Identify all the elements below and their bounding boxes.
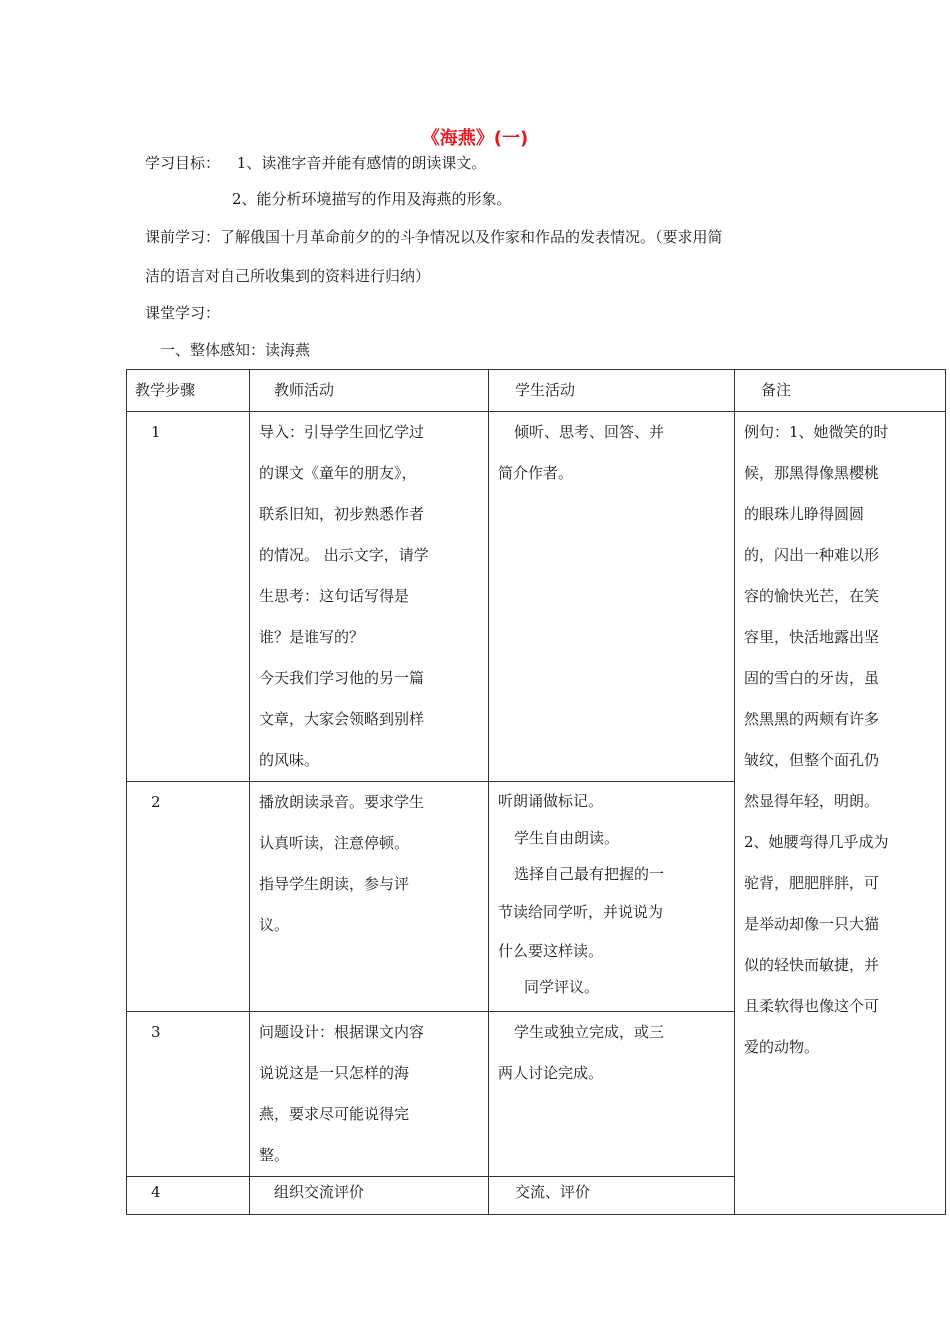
teacher-line: 认真听读，注意停顿。 (259, 834, 410, 852)
note-line: 是举动却像一只大猫 (744, 915, 880, 933)
teacher-line: 整。 (259, 1146, 290, 1164)
header-student: 学生活动 (489, 370, 735, 412)
objective-2: 2、能分析环境描写的作用及海燕的形象。 (232, 190, 512, 208)
step-cell: 4 (127, 1177, 250, 1215)
student-cell (489, 412, 735, 782)
header-teacher: 教师活动 (250, 370, 489, 412)
document-title: 《海燕》(一) (421, 128, 529, 149)
notes-cell (735, 412, 946, 1215)
lesson-plan-table (126, 369, 946, 1215)
note-line: 容里，快活地露出坚 (744, 628, 880, 646)
note-line: 然显得年轻，明朗。 (744, 792, 880, 810)
note-line: 然黑黑的两颊有许多 (744, 710, 880, 728)
student-cell: 交流、评价 (489, 1177, 735, 1215)
teacher-line: 导入：引导学生回忆学过 (259, 423, 425, 441)
note-line: 驼背，肥肥胖胖，可 (744, 874, 880, 892)
student-cell (489, 782, 735, 1012)
note-line: 爱的动物。 (744, 1038, 820, 1056)
step-cell: 1 (127, 412, 250, 782)
header-step: 教学步骤 (127, 370, 250, 412)
step-cell: 2 (127, 782, 250, 1012)
teacher-line: 议。 (259, 916, 290, 934)
teacher-line: 文章，大家会领略到别样 (259, 710, 425, 728)
objectives-row (145, 152, 486, 173)
header-notes: 备注 (735, 370, 946, 412)
teacher-line: 的风味。 (259, 751, 320, 769)
student-line: 两人讨论完成。 (498, 1064, 604, 1082)
student-line: 学生自由朗读。 (514, 829, 620, 847)
teacher-line: 燕，要求尽可能说得完 (259, 1105, 410, 1123)
note-line: 例句：1、她微笑的时 (744, 423, 889, 441)
note-line: 固的雪白的牙齿，虽 (744, 669, 880, 687)
student-line: 同学评议。 (524, 978, 600, 996)
note-line: 似的轻快而敏捷，并 (744, 956, 880, 974)
student-cell (489, 1012, 735, 1177)
teacher-cell: 组织交流评价 (250, 1177, 489, 1215)
class-study-label: 课堂学习： (145, 304, 221, 322)
student-line: 倾听、思考、回答、并 (514, 423, 665, 441)
section-heading: 一、整体感知：读海燕 (160, 341, 311, 359)
objectives-label: 学习目标： (145, 154, 221, 172)
note-line: 的，闪出一种难以形 (744, 546, 880, 564)
teacher-cell (250, 1012, 489, 1177)
teacher-line: 指导学生朗读，参与评 (259, 875, 410, 893)
teacher-line: 播放朗读录音。要求学生 (259, 793, 425, 811)
note-line: 容的愉快光芒，在笑 (744, 587, 880, 605)
note-line: 候，那黑得像黑樱桃 (744, 464, 880, 482)
teacher-line: 的课文《童年的朋友》， (259, 464, 417, 482)
objective-1: 1、读准字音并能有感情的朗读课文。 (236, 154, 487, 172)
note-line: 皱纹，但整个面孔仍 (744, 751, 880, 769)
student-line: 简介作者。 (498, 464, 574, 482)
step-cell: 3 (127, 1012, 250, 1177)
teacher-line: 说说这是一只怎样的海 (259, 1064, 410, 1082)
teacher-line: 联系旧知，初步熟悉作者 (259, 505, 425, 523)
note-line: 且柔软得也像这个可 (744, 997, 880, 1015)
prestudy-line-2: 洁的语言对自己所收集到的资料进行归纳） (145, 267, 431, 285)
prestudy-line-1: 课前学习：了解俄国十月革命前夕的的斗争情况以及作家和作品的发表情况。（要求用简 (145, 228, 723, 246)
table-header-row (127, 370, 946, 412)
teacher-cell (250, 782, 489, 1012)
note-line: 的眼珠儿睁得圆圆 (744, 505, 865, 523)
student-line: 选择自己最有把握的一 (514, 865, 665, 883)
teacher-cell (250, 412, 489, 782)
teacher-line: 谁？是谁写的？ (259, 628, 365, 646)
teacher-line: 生思考：这句话写得是 (259, 587, 410, 605)
teacher-line: 问题设计：根据课文内容 (259, 1023, 425, 1041)
teacher-line: 今天我们学习他的另一篇 (259, 669, 425, 687)
teacher-line: 的情况。 出示文字，请学 (259, 546, 429, 564)
student-line: 听朗诵做标记。 (498, 792, 604, 810)
student-line: 什么要这样读。 (498, 942, 604, 960)
student-line: 节读给同学听，并说说为 (498, 903, 664, 921)
note-line: 2、她腰弯得几乎成为 (744, 833, 889, 851)
table-row (127, 412, 946, 782)
student-line: 学生或独立完成，或三 (514, 1023, 665, 1041)
